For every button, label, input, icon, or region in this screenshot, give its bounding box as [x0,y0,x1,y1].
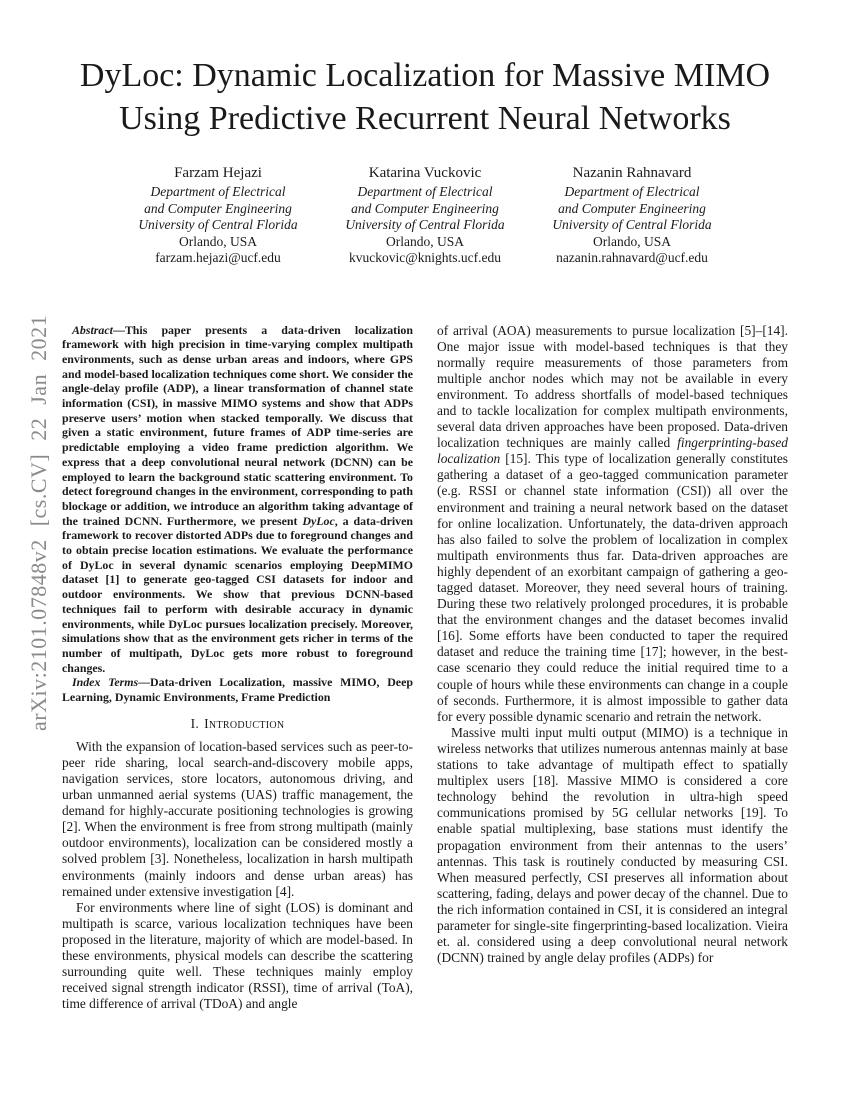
author-name: Nazanin Rahnavard [572,165,692,181]
abstract-text-2: , a data-driven framework to recover distorted ADPs due to foreground changes and to obtain precise location estimations. We evaluate the performance of DyLoc in several dynamic scenarios employing DeepMIMO dataset [1] to generate geo-tagged CSI datasets for indoor and outdoor environments. We show that previous DCNN-based techniques fail to perform with desirable accuracy in dynamic environments, while DyLoc pursues localization precisely. Moreover, simulations show that as the environment gets richer in terms of the number of multipath, DyLoc gets more robust to foreground changes. [62,513,413,675]
author-name: Katarina Vuckovic [368,165,482,181]
section-title: Introduction [204,715,285,731]
abstract-label: Abstract [72,322,113,337]
author-block-2 [322,164,529,267]
intro-paragraph-4: Massive multi input multi output (MIMO) is a technique in wireless networks that utilizes numerous antennas mainly at base stations to take advantage of multipath effect to spatially multiplex users [18]. Massive MIMO is considered a core technology behind the revolution in ultra-high speed communications promised by 5G cellular networks [19]. To enable spatial multiplexing, base stations must identify the propagation environment from their antennas to the users’ antennas. This task is routinely conducted by measuring CSI. When measured perfectly, CSI preserves all information about scattering, fading, delays and power decay of the channel. Due to the rich information contained in CSI, it is considered an integral parameter for single-site fingerprinting-based localization. Vieira et. al. considered using a deep convolutional neural network (DCNN) trained by angle delay profiles (ADPs) for [437,724,788,966]
author-block-1 [115,164,322,267]
body-columns [62,323,788,1013]
right-column [437,323,788,1013]
author-row [0,164,850,267]
arxiv-watermark: arXiv:2101.07848v2 [cs.CV] 22 Jan 2021 [26,314,51,732]
index-terms-text: —Data-driven Localization, massive MIMO, Deep Learning, Dynamic Environments, Frame Prediction [62,675,413,705]
author-city: Orlando, USA [386,233,464,249]
intro-paragraph-3-text-1: of arrival (AOA) measurements to pursue localization [5]–[14]. One major issue with model-based techniques is that they normally require measurements of those parameters from multiple anchor nodes which may not be available in every environment. To address shortfalls of model-based techniques and to tackle localization for complex multipath environments, several data driven approaches have been proposed. Data-driven localization techniques are mainly called [437,322,788,451]
left-column [62,323,413,1013]
author-department-line2: and Computer Engineering [144,200,292,216]
author-email: nazanin.rahnavard@ucf.edu [556,250,708,265]
paper-title [0,0,850,140]
author-email: kvuckovic@knights.ucf.edu [349,250,501,265]
author-university: University of Central Florida [552,217,712,232]
author-department-line1: Department of Electrical [150,184,286,199]
section-heading-introduction [62,716,413,732]
author-email: farzam.hejazi@ucf.edu [155,250,281,265]
intro-paragraph-2: For environments where line of sight (LOS) is dominant and multipath is scarce, various localization techniques have been proposed in the literature, majority of which are model-based. In these environments, physical models can describe the scattering surrounding quite well. These techniques mainly employ received signal strength indicator (RSSI), time of arrival (ToA), time difference of arrival (TDoA) and angle [62,899,413,1012]
fingerprinting-emphasis: fingerprinting-based localization [437,435,788,467]
abstract-paragraph [62,323,413,676]
intro-paragraph-3 [437,323,788,725]
intro-paragraph-3-text-2: [15]. This type of localization generally constitutes gathering a dataset of a geo-tagged communication parameter (e.g. RSSI or channel state information (CSI)) all over the environment and training a neural network based on the dataset for online localization. Unfortunately, the data-driven approach has also failed to solve the problem of localization in complex multipath environments thus far. Data-driven approaches are highly dependent of an exorbitant campaign of gathering a geo-tagged dataset. Moreover, they need several hours of training. During these two relatively prolonged procedures, it is probable that the environment changes and the dataset becomes invalid [16]. Some efforts have been conducted to taper the required dataset and reduce the training time [17]; however, in the best-case scenario they could reduce the initial required time to a couple of hours while these environments can change in a couple of seconds. Furthermore, it is almost impossible to gather data for every possible dynamic scenario and retrain the network. [437,451,788,724]
author-university: University of Central Florida [345,217,505,232]
abstract-text-1: —This paper presents a data-driven localization framework with high precision in time-varying complex multipath environments, such as dense urban areas and indoors, where GPS and model-based localization techniques come short. We consider the angle-delay profile (ADP), a linear transformation of channel state information (CSI), in massive MIMO systems and show that ADPs preserve users’ motion when stacked temporally. We discuss that given a static environment, future frames of ADP time-series are predictable employing a video frame prediction algorithm. We express that a deep convolutional neural network (DCNN) can be employed to learn the background static scattering environment. To detect foreground changes in the environment, corresponding to path blockage or addition, we introduce an algorithm taking advantage of the trained DCNN. Furthermore, we present [62,322,413,528]
section-number: I. [190,715,200,731]
author-department-line2: and Computer Engineering [351,200,499,216]
author-department-line1: Department of Electrical [357,184,493,199]
author-university: University of Central Florida [138,217,298,232]
paper-title-line2: Using Predictive Recurrent Neural Networks [119,100,731,137]
index-terms-paragraph [62,675,413,704]
intro-paragraph-1: With the expansion of location-based services such as peer-to-peer ride sharing, local search-and-discovery mobile apps, navigation services, store locators, autonomous driving, and urban unmanned aerial systems (UAS) traffic management, the demand for highly-accurate positioning technologies is growing [2]. When the environment is free from strong multipath (mainly outdoor environments), localization can be considered mostly a solved problem [3]. Nonetheless, localization in harsh multipath environments (mainly indoors and dense urban areas) has remained under extensive investigation [4]. [62,738,413,899]
dyloc-emphasis: DyLoc [302,513,335,528]
index-terms-label: Index Terms [72,675,139,690]
paper-title-line1: DyLoc: Dynamic Localization for Massive MIMO [79,57,771,94]
author-name: Farzam Hejazi [174,165,262,181]
author-city: Orlando, USA [179,233,257,249]
author-department-line1: Department of Electrical [564,184,700,199]
author-city: Orlando, USA [593,233,671,249]
author-block-3 [529,164,736,267]
author-department-line2: and Computer Engineering [558,200,706,216]
